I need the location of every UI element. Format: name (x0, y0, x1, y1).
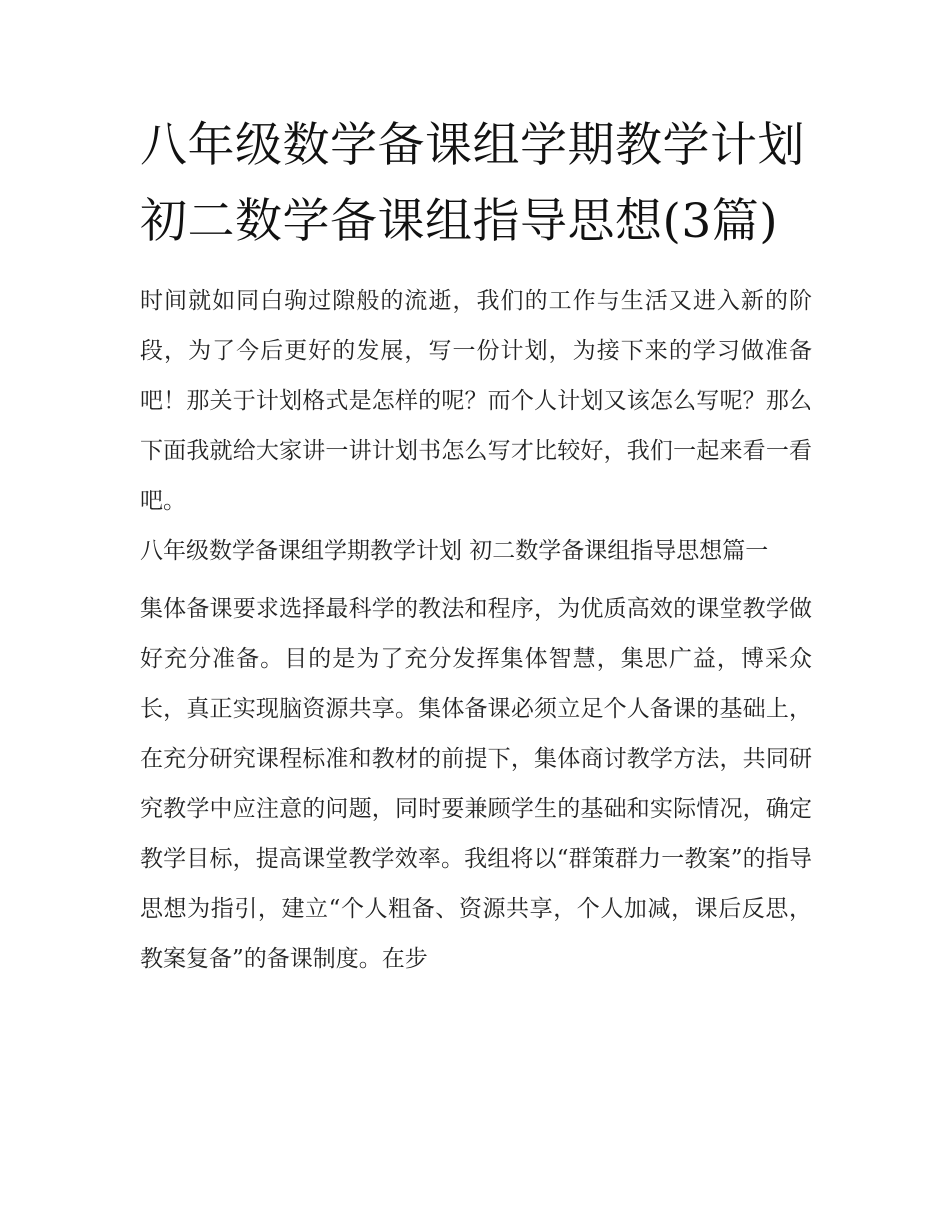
section-heading: 八年级数学备课组学期教学计划 初二数学备课组指导思想篇一 (140, 538, 769, 564)
section-body-paragraph: 集体备课要求选择最科学的教法和程序，为优质高效的课堂教学做好充分准备。目的是为了充分发挥集体智慧，集思广益，博采众长，真正实现脑资源共享。集体备课必须立足个人备课的基础上，在充分研究课程标准和教材的前提下，集体商讨教学方法，共同研究教学中应注意的问题，同时要兼顾学生的基础和实际情况，确定教学目标，提高课堂教学效率。我组将以“群策群力一教案”的指导思想为指引，建立“个人粗备、资源共享，个人加减，课后反思，教案复备”的备课制度。在步 (140, 596, 812, 972)
intro-paragraph: 时间就如同白驹过隙般的流逝，我们的工作与生活又进入新的阶段，为了今后更好的发展，写一份计划，为接下来的学习做准备吧！那关于计划格式是怎样的呢？而个人计划又该怎么写呢？那么下面我就给大家讲一讲计划书怎么写才比较好，我们一起来看一看吧。 (140, 288, 812, 514)
document-page (140, 108, 812, 984)
document-title: 八年级数学备课组学期教学计划 初二数学备课组指导思想(3篇) (140, 118, 805, 249)
